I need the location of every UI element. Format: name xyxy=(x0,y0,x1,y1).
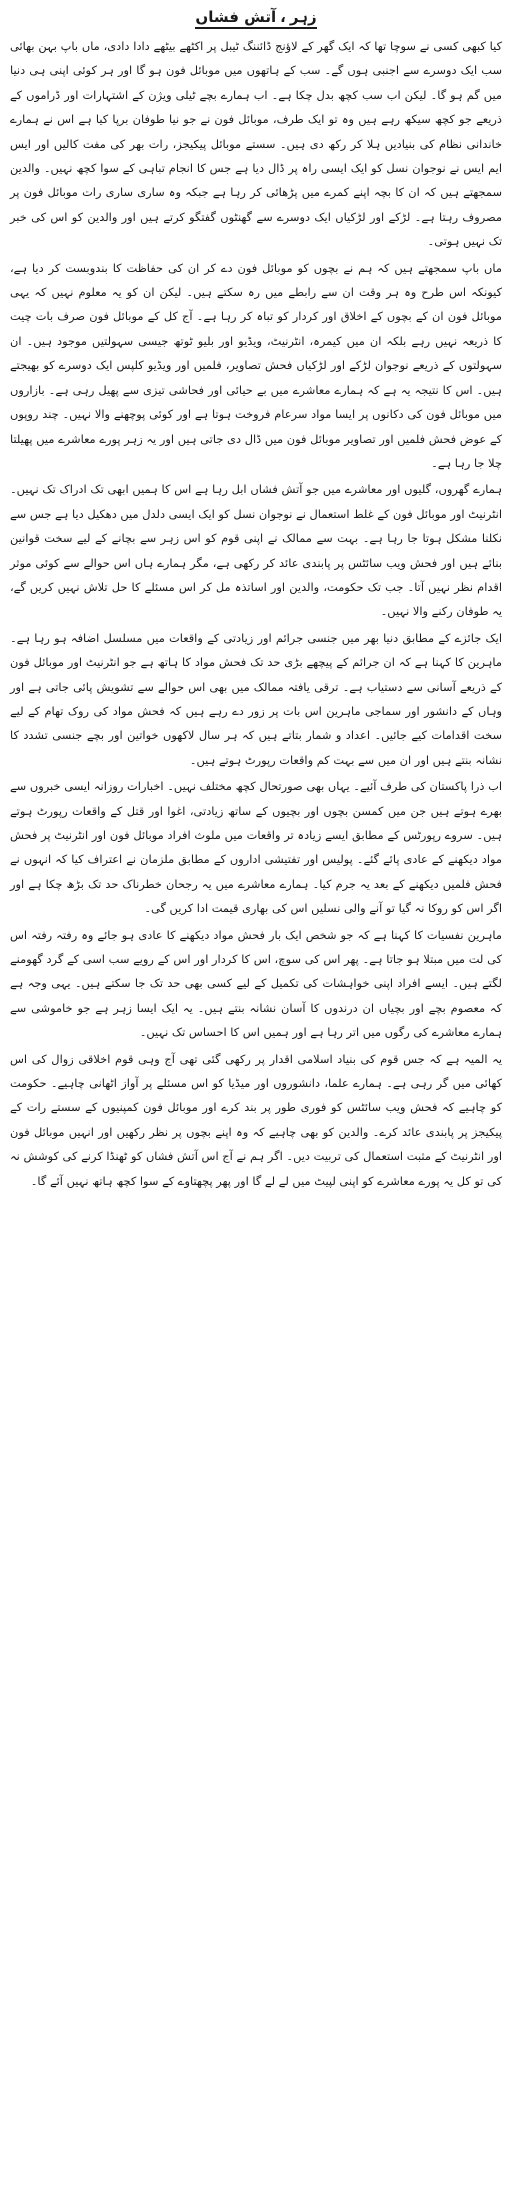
title-separator: ، xyxy=(280,8,286,26)
title-part-2: آتش فشاں xyxy=(195,8,277,26)
paragraph: ماہرین نفسیات کا کہنا ہے کہ جو شخص ایک بار فحش مواد دیکھنے کا عادی ہو جائے وہ رفتہ رفتہ اس کی لت میں مبتلا ہو جاتا ہے۔ پھر اس کی سوچ، اس کا کردار اور اس کے رویے سب اسی کے گرد گھومنے لگتے ہیں۔ ایسے افراد اپنی خواہشات کی تکمیل کے لیے کسی بھی حد تک جا سکتے ہیں۔ یہی وجہ ہے کہ معصوم بچے اور بچیاں ان درندوں کا آسان نشانہ بنتے ہیں۔ یہ ایک ایسا زہر ہے جو خاموشی سے ہمارے معاشرے کی رگوں میں اتر رہا ہے اور ہمیں اس کا احساس تک نہیں۔ xyxy=(10,927,502,1040)
paragraph: ماں باپ سمجھتے ہیں کہ ہم نے بچوں کو موبائل فون دے کر ان کی حفاظت کا بندوبست کر دیا ہے، کیونکہ اس طرح وہ ہر وقت ان سے رابطے میں رہ سکتے ہیں۔ لیکن ان کو یہ معلوم نہیں کہ یہی موبائل فون ان کے بچوں کے اخلاق اور کردار کو تباہ کر رہا ہے۔ آج کل کے موبائل فون صرف بات چیت کا ذریعہ نہیں رہے بلکہ ان میں کیمرہ، انٹرنیٹ، ویڈیو اور بلیو ٹوتھ جیسی سہولتیں موجود ہیں۔ ان سہولتوں کے ذریعے نوجوان لڑکے اور لڑکیاں فحش تصاویر، فلمیں اور ویڈیو کلپس ایک دوسرے کو بھیجتے ہیں۔ اس کا نتیجہ یہ ہے کہ ہمارے معاشرے میں بے حیائی اور فحاشی تیزی سے پھیل رہی ہے۔ بازاروں میں موبائل فون کی دکانوں پر ایسا مواد سرعام فروخت ہوتا ہے اور کوئی پوچھنے والا نہیں۔ چند روپوں کے عوض فحش فلمیں اور تصاویر موبائل فون میں ڈال دی جاتی ہیں اور یہ زہر پورے معاشرے میں پھیلتا چلا جا رہا ہے۔ xyxy=(10,260,502,470)
paragraph: اب ذرا پاکستان کی طرف آئیے۔ یہاں بھی صورتحال کچھ مختلف نہیں۔ اخبارات روزانہ ایسی خبروں سے بھرے ہوتے ہیں جن میں کمسن بچوں اور بچیوں کے ساتھ زیادتی، اغوا اور قتل کے واقعات رپورٹ ہوتے ہیں۔ سروے رپورٹس کے مطابق ایسے زیادہ تر واقعات میں ملوث افراد موبائل فون اور انٹرنیٹ پر فحش مواد دیکھنے کے عادی پائے گئے۔ پولیس اور تفتیشی اداروں کے مطابق ملزمان نے اعتراف کیا کہ انہوں نے فحش فلمیں دیکھنے کے بعد یہ جرم کیا۔ ہمارے معاشرے میں یہ رجحان خطرناک حد تک بڑھ چکا ہے اور اگر اس کو روکا نہ گیا تو آنے والی نسلیں اس کی بھاری قیمت ادا کریں گی۔ xyxy=(10,779,502,916)
title-text xyxy=(195,8,316,29)
paragraph: یہ المیہ ہے کہ جس قوم کی بنیاد اسلامی اقدار پر رکھی گئی تھی آج وہی قوم اخلاقی زوال کی اس کھائی میں گر رہی ہے۔ ہمارے علما، دانشوروں اور میڈیا کو اس مسئلے پر آواز اٹھانی چاہیے۔ حکومت کو چاہیے کہ فحش ویب سائٹس کو فوری طور پر بند کرے اور موبائل فون کمپنیوں کے سستے رات کے پیکیجز پر پابندی عائد کرے۔ والدین کو بھی چاہیے کہ وہ اپنے بچوں پر نظر رکھیں اور انہیں موبائل فون اور انٹرنیٹ کے مثبت استعمال کی تربیت دیں۔ اگر ہم نے آج اس آتش فشاں کو ٹھنڈا کرنے کی کوشش نہ کی تو کل یہ پورے معاشرے کو اپنی لپیٹ میں لے لے گا اور پھر پچھتاوے کے سوا کچھ ہاتھ نہیں آئے گا۔ xyxy=(10,1051,502,1188)
paragraph: ایک جائزے کے مطابق دنیا بھر میں جنسی جرائم اور زیادتی کے واقعات میں مسلسل اضافہ ہو رہا ہے۔ ماہرین کا کہنا ہے کہ ان جرائم کے پیچھے بڑی حد تک فحش مواد کا ہاتھ ہے جو انٹرنیٹ اور موبائل فون کے ذریعے آسانی سے دستیاب ہے۔ ترقی یافتہ ممالک میں بھی اس حوالے سے تشویش پائی جاتی ہے اور وہاں کے دانشور اور سماجی ماہرین اس بات پر زور دے رہے ہیں کہ فحش مواد کی روک تھام کے لیے سخت اقدامات کیے جائیں۔ اعداد و شمار بتاتے ہیں کہ ہر سال لاکھوں خواتین اور بچے جنسی تشدد کا نشانہ بنتے ہیں اور ان میں سے بہت کم واقعات رپورٹ ہوتے ہیں۔ xyxy=(10,630,502,767)
paragraph: ہمارے گھروں، گلیوں اور معاشرے میں جو آتش فشاں ابل رہا ہے اس کا ہمیں ابھی تک ادراک تک نہیں۔ انٹرنیٹ اور موبائل فون کے غلط استعمال نے نوجوان نسل کو ایک ایسی دلدل میں دھکیل دیا ہے جس سے نکلنا مشکل ہوتا جا رہا ہے۔ بہت سے ممالک نے اپنی قوم کو اس زہر سے بچانے کے لیے سخت قوانین بنائے ہیں اور فحش ویب سائٹس پر پابندی عائد کر رکھی ہے، مگر ہمارے ہاں اس حوالے سے کوئی موثر اقدام نظر نہیں آتا۔ جب تک حکومت، والدین اور اساتذہ مل کر اس مسئلے کا حل تلاش نہیں کریں گے، یہ طوفان رکنے والا نہیں۔ xyxy=(10,482,502,619)
article-body xyxy=(10,34,502,1193)
title-part-1: زہر xyxy=(289,8,317,26)
article-title xyxy=(10,6,502,28)
paragraph: کیا کبھی کسی نے سوچا تھا کہ ایک گھر کے لاؤنج ڈائننگ ٹیبل پر اکٹھے بیٹھے دادا دادی، ماں باپ بہن بھائی سب ایک دوسرے سے اجنبی ہوں گے۔ سب کے ہاتھوں میں موبائل فون ہو گا اور ہر کوئی اپنی ہی دنیا میں گم ہو گا۔ لیکن اب سب کچھ بدل چکا ہے۔ اب ہمارے بچے ٹیلی ویژن کے اشتہارات اور ڈراموں کے ذریعے جو کچھ سیکھ رہے ہیں وہ تو ایک طرف، موبائل فون نے جو نیا طوفان برپا کیا ہے اس نے ہمارے خاندانی نظام کی بنیادیں ہلا کر رکھ دی ہیں۔ سستے موبائل پیکیجز، رات بھر کی مفت کالیں اور ایس ایم ایس نے نوجوان نسل کو ایک ایسی راہ پر ڈال دیا ہے جس کا انجام تباہی کے سوا کچھ نہیں۔ والدین سمجھتے ہیں کہ ان کا بچہ اپنے کمرے میں پڑھائی کر رہا ہے جبکہ وہ ساری ساری رات موبائل فون پر مصروف رہتا ہے۔ لڑکے اور لڑکیاں ایک دوسرے سے گھنٹوں گفتگو کرتے ہیں اور والدین کو اس کی خبر تک نہیں ہوتی۔ xyxy=(10,39,502,249)
